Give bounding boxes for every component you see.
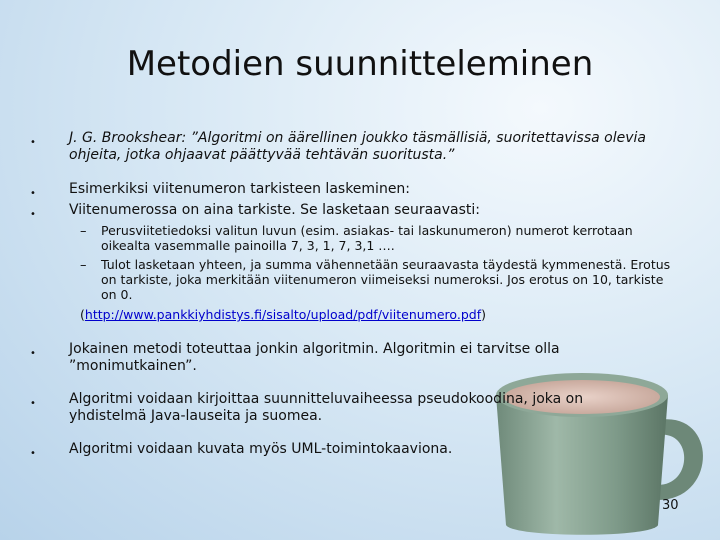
slide-title: Metodien suunnitteleminen — [126, 44, 594, 84]
bullet-text-pseudocode: Algoritmi voidaan kirjoittaa suunnitteluvaiheessa pseudokoodina, joka on yhdistelmä Java-lauseita ja suomea. — [69, 391, 584, 424]
bullet-text-method: Jokainen metodi toteuttaa jonkin algoritmin. Algoritmin ei tarvitse olla ”monimutkainen”. — [69, 341, 560, 374]
bullet-text-brookshear: J. G. Brookshear: ”Algoritmi on äärellinen joukko täsmällisiä, suoritettavissa olevia ohjeita, jotka ohjaavat päättyvää tehtävän suoritusta.” — [69, 130, 646, 163]
reference-link[interactable]: http://www.pankkiyhdistys.fi/sisalto/upload/pdf/viitenumero.pdf — [84, 307, 482, 322]
sub-bullet-text-weights: Perusviitetiedoksi valitun luvun (esim. asiakas- tai laskunumeron) numerot kerrotaan oikealta vasemmalle painoilla 7, 3, 1, 7, 3,1 …. — [101, 223, 633, 253]
sub-bullet-text-sum: Tulot lasketaan yhteen, ja summa vähennetään seuraavasta täydestä kymmenestä. Erotus on tarkiste, joka merkitään viitenumeron viimeiseksi numeroksi. Jos erotus on 10, tarkiste on 0. — [101, 257, 671, 302]
bullet-marker: • — [30, 448, 36, 459]
bullet-marker: • — [30, 209, 36, 220]
page-number: 30 — [662, 498, 679, 513]
reference-link-line: (http://www.pankkiyhdistys.fi/sisalto/upload/pdf/viitenumero.pdf) — [80, 307, 486, 322]
dash-marker: – — [80, 258, 87, 273]
bullet-text-check-digit: Viitenumerossa on aina tarkiste. Se lasketaan seuraavasti: — [69, 202, 481, 218]
bullet-marker: • — [30, 137, 36, 148]
bullet-marker: • — [30, 398, 36, 409]
bullet-marker: • — [30, 188, 36, 199]
bullet-text-uml: Algoritmi voidaan kuvata myös UML-toimintokaaviona. — [69, 441, 453, 457]
bullet-marker: • — [30, 348, 36, 359]
dash-marker: – — [80, 224, 87, 239]
bullet-text-example: Esimerkiksi viitenumeron tarkisteen laskeminen: — [69, 181, 411, 197]
